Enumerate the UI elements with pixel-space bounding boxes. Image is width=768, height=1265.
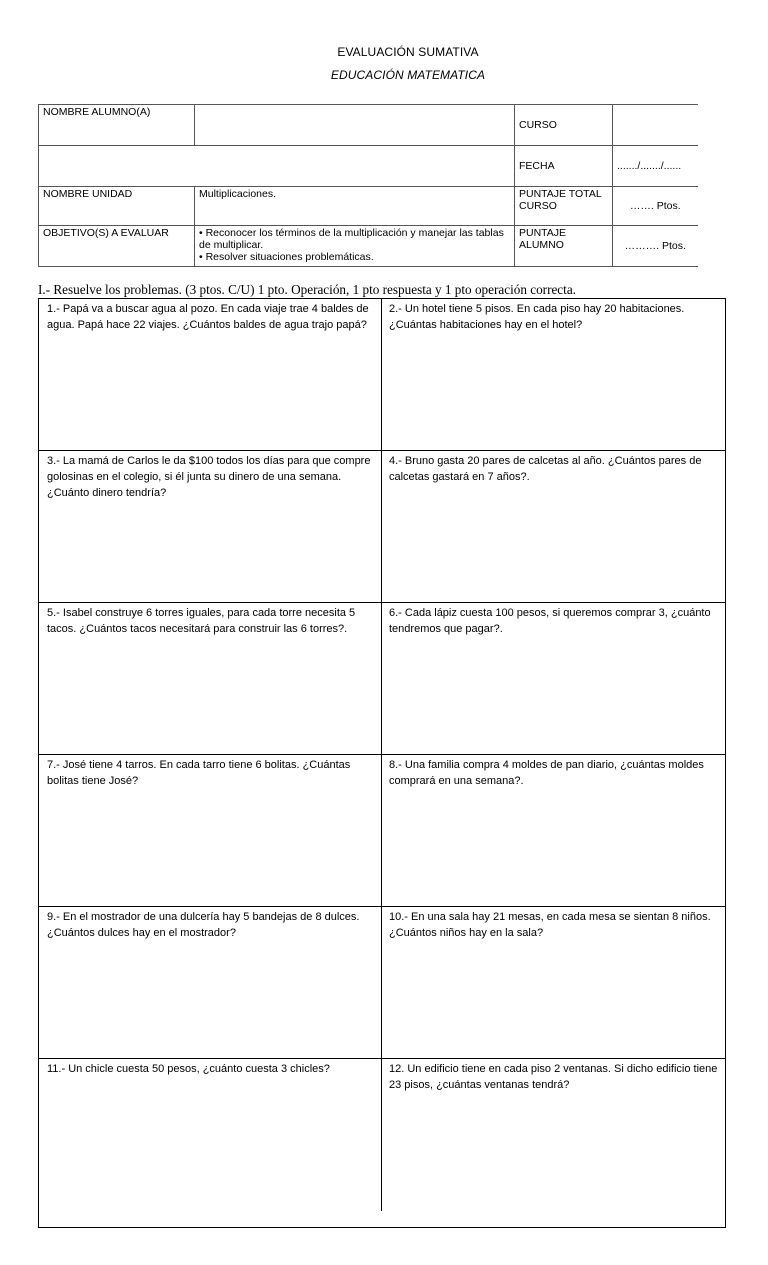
alumno-field[interactable]: [195, 105, 515, 146]
alumno-label: NOMBRE ALUMNO(A): [39, 105, 195, 146]
problem-12[interactable]: 12. Un edificio tiene en cada piso 2 ventanas. Si dicho edificio tiene 23 pisos, ¿cuántas ventanas tendrá?: [389, 1063, 718, 1091]
page-title: EVALUACIÓN SUMATIVA: [337, 45, 479, 59]
puntaje-total-label: PUNTAJE TOTAL CURSO: [515, 187, 613, 226]
curso-field[interactable]: [613, 105, 698, 146]
problem-4[interactable]: 4.- Bruno gasta 20 pares de calcetas al año. ¿Cuántos pares de calcetas gastará en 7 años?.: [382, 451, 725, 603]
problem-8[interactable]: 8.- Una familia compra 4 moldes de pan diario, ¿cuántas moldes comprará en una semana?.: [382, 755, 725, 907]
problem-2[interactable]: 2.- Un hotel tiene 5 pisos. En cada piso hay 20 habitaciones. ¿Cuántas habitaciones hay en el hotel?: [382, 299, 725, 451]
problem-3[interactable]: 3.- La mamá de Carlos le da $100 todos los días para que compre golosinas en el colegio, si él junta su dinero de una semana. ¿Cuánto dinero tendría?: [39, 451, 382, 603]
fecha-field[interactable]: ......./......./......: [613, 146, 698, 187]
fecha-label: FECHA: [515, 146, 613, 187]
objetivo-label: OBJETIVO(S) A EVALUAR: [39, 226, 195, 267]
puntaje-alumno-value[interactable]: ………. Ptos.: [613, 226, 698, 267]
problem-11[interactable]: 11.- Un chicle cuesta 50 pesos, ¿cuánto cuesta 3 chicles?: [39, 1059, 382, 1211]
problem-10[interactable]: 10.- En una sala hay 21 mesas, en cada mesa se sientan 8 niños. ¿Cuántos niños hay en la sala?: [382, 907, 725, 1059]
alumno-name-field[interactable]: [39, 146, 515, 187]
problem-9[interactable]: 9.- En el mostrador de una dulcería hay 5 bandejas de 8 dulces. ¿Cuántos dulces hay en el mostrador?: [39, 907, 382, 1059]
puntaje-alumno-label: PUNTAJE ALUMNO: [515, 226, 613, 267]
unidad-value: Multiplicaciones.: [195, 187, 515, 226]
problems-grid: [38, 298, 726, 1228]
page-subtitle: EDUCACIÓN MATEMATICA: [330, 68, 486, 82]
unidad-label: NOMBRE UNIDAD: [39, 187, 195, 226]
problem-6[interactable]: 6.- Cada lápiz cuesta 100 pesos, si queremos comprar 3, ¿cuánto tendremos que pagar?.: [382, 603, 725, 755]
objetivo-value: [195, 226, 515, 267]
instructions: I.- Resuelve los problemas. (3 ptos. C/U) 1 pto. Operación, 1 pto respuesta y 1 pto operación correcta.: [38, 282, 576, 297]
objetivo-item: • Resolver situaciones problemáticas.: [199, 251, 374, 263]
student-info-table: [38, 104, 698, 267]
puntaje-total-value[interactable]: ……. Ptos.: [613, 187, 698, 226]
problem-1[interactable]: 1.- Papá va a buscar agua al pozo. En cada viaje trae 4 baldes de agua. Papá hace 22 viajes. ¿Cuántos baldes de agua trajo papá?: [39, 299, 382, 451]
problem-7[interactable]: 7.- José tiene 4 tarros. En cada tarro tiene 6 bolitas. ¿Cuántas bolitas tiene José?: [39, 755, 382, 907]
curso-label: CURSO: [515, 105, 613, 146]
problem-5[interactable]: 5.- Isabel construye 6 torres iguales, para cada torre necesita 5 tacos. ¿Cuántos tacos necesitará para construir las 6 torres?.: [39, 603, 382, 755]
objetivo-item: • Reconocer los términos de la multiplicación y manejar las tablas de multiplicar.: [199, 227, 504, 251]
